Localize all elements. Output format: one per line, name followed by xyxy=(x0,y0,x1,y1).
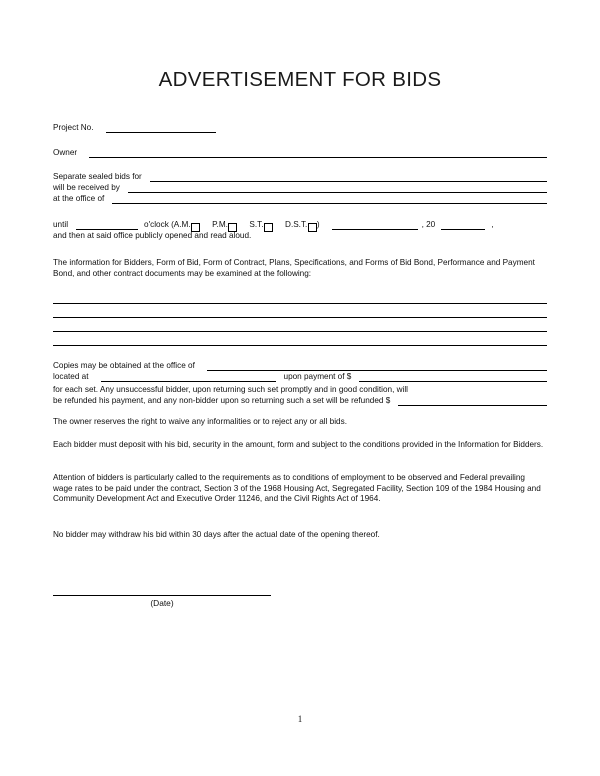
copies-office-blank[interactable] xyxy=(207,370,547,371)
at-the-office-of-label: at the office of xyxy=(53,194,105,203)
field-located-at xyxy=(53,372,547,384)
owner-label: Owner xyxy=(53,148,78,157)
examined-blank-line-3[interactable] xyxy=(53,331,547,332)
copies-label: Copies may be obtained at the office of xyxy=(53,361,195,370)
oclock-am-label: o'clock (A.M. xyxy=(144,220,191,229)
at-the-office-of-blank[interactable] xyxy=(112,203,547,204)
page-number: 1 xyxy=(297,714,303,724)
page-title: ADVERTISEMENT FOR BIDS xyxy=(158,68,442,91)
separate-sealed-bids-label: Separate sealed bids for xyxy=(53,172,142,181)
until-time-blank[interactable] xyxy=(76,229,138,230)
located-at-label: located at xyxy=(53,372,89,381)
paragraph-owner-reserves: The owner reserves the right to waive any informalities or to reject any or all bids. xyxy=(53,417,347,426)
field-owner xyxy=(53,148,547,160)
field-separate-sealed-bids xyxy=(53,172,547,184)
project-no-label: Project No. xyxy=(53,123,94,132)
until-label: until xyxy=(53,220,69,229)
field-copies-office xyxy=(53,361,547,373)
project-no-blank[interactable] xyxy=(106,132,216,133)
field-opened-and-read xyxy=(53,231,547,242)
examined-blank-line-2[interactable] xyxy=(53,317,547,318)
field-for-each-set xyxy=(53,385,547,396)
dst-label: D.S.T. xyxy=(285,220,308,229)
field-until-time xyxy=(53,220,547,232)
pm-label: P.M. xyxy=(212,220,228,229)
year-blank[interactable] xyxy=(441,229,485,230)
date-caption: (Date) xyxy=(150,598,174,608)
will-be-received-by-label: will be received by xyxy=(53,183,120,192)
st-label: S.T. xyxy=(249,220,264,229)
separate-sealed-bids-blank[interactable] xyxy=(150,181,547,182)
field-project-no xyxy=(53,123,547,135)
close-paren: ) xyxy=(316,220,320,229)
paragraph-information-for-bidders: The information for Bidders, Form of Bid, Form of Contract, Plans, Specifications, and Forms of Bid Bond, Performance and Payment Bond, and other contract documents may be examined at the following: xyxy=(53,258,535,278)
owner-blank[interactable] xyxy=(89,157,547,158)
payment-amount-blank[interactable] xyxy=(359,381,547,382)
refunded-amount-blank[interactable] xyxy=(398,405,547,406)
year-prefix-label: , 20 xyxy=(421,220,436,229)
date-day-blank[interactable] xyxy=(332,229,418,230)
paragraph-attention-of-bidders: Attention of bidders is particularly called to the requirements as to conditions of employment to be observed and Federal prevailing wage rates to be paid under the contract, Section 3 of the 1968 Housing Act, Segregated Facility, Section 109 of the 1984 Housing and Community Development Act and Executive Order 11246, and the Civil Rights Act of 1964. xyxy=(53,473,541,504)
field-will-be-received-by xyxy=(53,183,547,195)
trailing-comma: , xyxy=(491,220,494,229)
located-at-blank[interactable] xyxy=(101,381,276,382)
for-each-set-label: for each set. Any unsuccessful bidder, upon returning such set promptly and in good condition, will xyxy=(53,385,408,394)
paragraph-no-bidder-withdraw: No bidder may withdraw his bid within 30 days after the actual date of the opening thereof. xyxy=(53,530,380,539)
opened-and-read-label: and then at said office publicly opened and read aloud. xyxy=(53,231,252,240)
examined-blank-line-4[interactable] xyxy=(53,345,547,346)
examined-blank-line-1[interactable] xyxy=(53,303,547,304)
field-refunded-amount xyxy=(53,396,547,408)
date-signature-blank[interactable] xyxy=(53,595,271,596)
refunded-dollar-label: be refunded his payment, and any non-bidder upon so returning such a set will be refunded $ xyxy=(53,396,391,405)
paragraph-each-bidder-deposit: Each bidder must deposit with his bid, security in the amount, form and subject to the conditions provided in the Information for Bidders. xyxy=(53,440,544,449)
will-be-received-by-blank[interactable] xyxy=(128,192,547,193)
field-at-the-office-of xyxy=(53,194,547,206)
upon-payment-label: upon payment of $ xyxy=(283,372,352,381)
